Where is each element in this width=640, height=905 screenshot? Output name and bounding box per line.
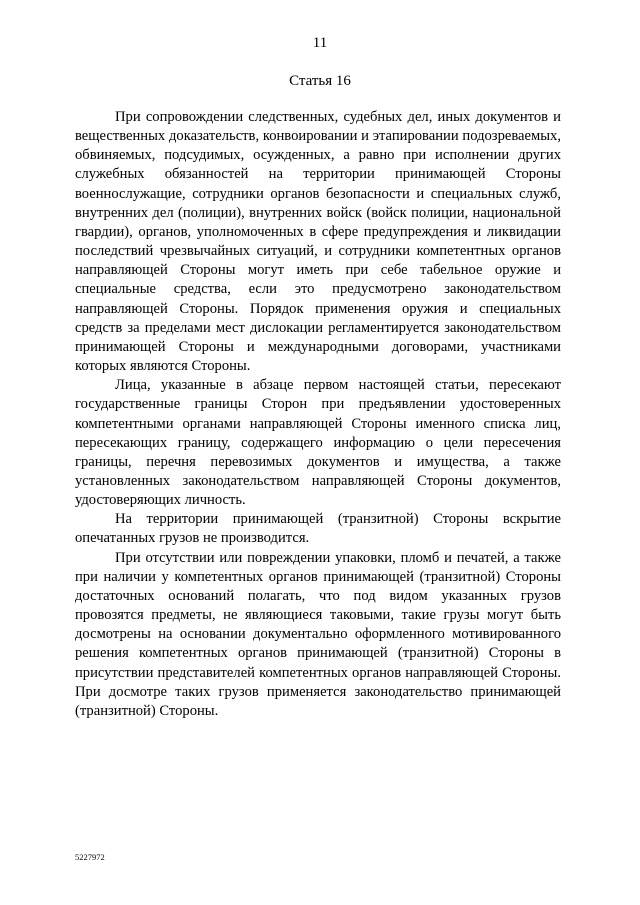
article-body bbox=[75, 108, 561, 721]
paragraph-3: На территории принимающей (транзитной) Стороны вскрытие опечатанных грузов не производится. bbox=[75, 511, 561, 547]
article-title: Статья 16 bbox=[289, 73, 351, 89]
document-code: 5227972 bbox=[75, 852, 105, 862]
paragraph-2: Лица, указанные в абзаце первом настоящей статьи, пересекают государственные границы Сторон при предъявлении удостоверенных компетентными органами направляющей Стороны именного списка лиц, пересекающих границу, содержащего информацию о цели пересечения границы, перечня перевозимых документов и имущества, а также установленных законодательством направляющей Стороны документов, удостоверяющих личность. bbox=[75, 377, 561, 509]
page-number: 11 bbox=[312, 35, 328, 51]
paragraph-4: При отсутствии или повреждении упаковки, пломб и печатей, а также при наличии у компетентных органов принимающей (транзитной) Стороны достаточных оснований полагать, что под видом указанных грузов провозятся предметы, не являющиеся таковыми, такие грузы могут быть досмотрены на основании документально оформленного мотивированного решения компетентных органов принимающей (транзитной) Стороны в присутствии представителей компетентных органов направляющей Стороны. При досмотре таких грузов применяется законодательство принимающей (транзитной) Стороны. bbox=[75, 549, 561, 719]
paragraph-1: При сопровождении следственных, судебных дел, иных документов и вещественных доказательств, конвоировании и этапировании подозреваемых, обвиняемых, подсудимых, осужденных, а равно при исполнении других служебных обязанностей на территории принимающей Стороны военнослужащие, сотрудники органов безопасности и специальных служб, внутренних дел (полиции), внутренних войск (войск полиции, национальной гвардии), органов, уполномоченных в сфере предупреждения и ликвидации последствий чрезвычайных ситуаций, и сотрудники компетентных органов направляющей Стороны могут иметь при себе табельное оружие и специальные средства, если это предусмотрено законодательством направляющей Стороны. Порядок применения оружия и специальных средств за пределами мест дислокации регламентируется законодательством принимающей Стороны и международными договорами, участниками которых являются Стороны. bbox=[75, 109, 561, 375]
